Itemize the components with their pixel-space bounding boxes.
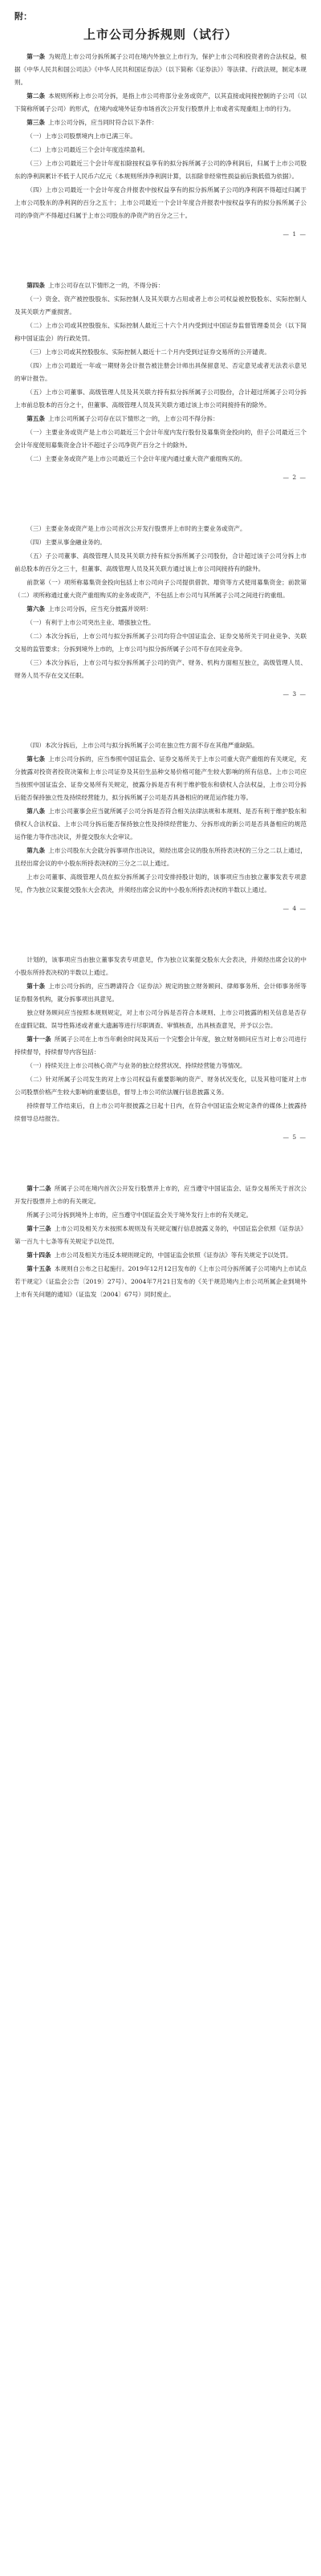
article-label: 第二条 [26,92,46,100]
page-number: — 4 — [282,905,307,912]
clause-paragraph [14,1209,307,1222]
article-label: 第五条 [26,415,45,422]
paragraph-text: 本规则所称上市公司分拆，是指上市公司将部分业务或资产，以其直接或间接控制的子公司（以下简称所属子公司）的形式，在境内或境外证券市场首次公开发行股票并上市或者实现重组上市的行为。 [14,92,307,112]
article-paragraph [14,1223,307,1248]
clause-paragraph [14,184,307,222]
document-title: 上市公司分拆规则（试行） [83,27,238,42]
paragraph-text: 上市公司股东大会就分拆事项作出决议，须经出席会议的股东所持表决权的三分之二以上通过，且经出席会议的中小股东所持表决权的三分之二以上通过。 [14,847,307,867]
paragraph-text: （二）上市公司或其控股股东、实际控制人最近三十六个月内受到过中国证券监督管理委员会（以下简称中国证监会）的行政处罚。 [14,322,307,342]
clause-paragraph [14,630,307,656]
clause-paragraph [14,550,307,576]
clause-paragraph [14,576,307,602]
page-gap [14,490,307,523]
paragraph-text: 本规则自公布之日起施行。2019年12月12日发布的《上市公司分拆所属子公司境内上市试点若干规定》（证监会公告〔2019〕27号）、2004年7月21日发布的《关于规范境内上市公司所属企业到境外上市有关问题的通知》（证监发〔2004〕67号）同时废止。 [14,1265,307,1298]
paragraph-text: 上市公司分拆，应当充分披露并说明： [47,605,152,612]
clause-paragraph [14,293,307,319]
clause-paragraph [14,617,307,629]
clause-paragraph [14,657,307,682]
paragraph-text: 独立财务顾问应当按照本规则规定，对上市公司分拆是否符合本规则、上市公司披露的相关信息是否存在虚假记载、误导性陈述或者重大遗漏等进行尽职调查、审慎核查，出具核查意见，并予以公告。 [14,1009,307,1029]
article-label: 第九条 [26,847,46,854]
article-paragraph [14,980,307,1006]
paragraph-text: （四）本次分拆后，上市公司与拟分拆所属子公司在独立性方面不存在其他严重缺陷。 [26,742,258,749]
paragraph-text: 上市公司存在以下情形之一的，不得分拆： [47,282,165,289]
page-gap [14,707,307,739]
paragraph-text: （一）主要业务或资产是上市公司最近三个会计年度内发行股份及募集资金投向的，但子公司最近三个会计年度使用募集资金合计不超过子公司净资产百分之十的除外。 [14,429,307,449]
article-paragraph [14,1182,307,1208]
article-label: 第四条 [26,282,45,289]
paragraph-text: 所属子公司在上市当年剩余时间及其后一个完整会计年度，独立财务顾问应当对上市公司进行持续督导，持续督导内容包括： [14,1036,307,1056]
article-paragraph [14,844,307,870]
clause-paragraph [14,426,307,452]
paragraph-text: 上市公司所属子公司存在以下情形之一的，上市公司不得分拆： [47,415,219,422]
clause-paragraph [14,954,307,979]
paragraph-text: （二）针对所属子公司发生的对上市公司权益有重要影响的资产、财务状况变化，以及其他可能对上市公司股票价格产生较大影响的重要信息，督导上市公司依法履行信息披露义务。 [14,1076,307,1096]
clause-paragraph [14,157,307,183]
page-section [14,954,307,1182]
paragraph-text: （一）有利于上市公司突出主业、增强独立性。 [26,619,155,626]
paragraph-text: 持续督导工作结束后，自上市公司年报披露之日起十日内，在符合中国证监会规定条件的媒体上披露持续督导总结报告。 [14,1102,307,1122]
paragraph-text: 所属子公司分拆到境外上市的，应当遵守中国证监会关于境外发行上市的有关规定。 [26,1211,253,1219]
clause-paragraph [14,536,307,549]
article-paragraph [14,279,307,292]
page-number: — 1 — [282,230,307,238]
page-number: — 2 — [282,474,307,481]
clause-paragraph [14,360,307,385]
page-section [14,279,307,523]
article-paragraph [14,753,307,804]
article-paragraph [14,805,307,844]
paragraph-text: （二）上市公司最近三个会计年度连续盈利。 [26,146,149,153]
article-label: 第十条 [26,983,46,990]
clause-paragraph [14,144,307,157]
paragraph-text: （四）主要从事金融业务的。 [26,539,106,546]
clause-paragraph [14,1100,307,1125]
article-label: 第十三条 [26,1225,51,1232]
paragraph-text: 为规范上市公司分拆所属子公司在境内外独立上市行为，保护上市公司和投资者的合法权益，根据《中华人民共和国公司法》《中华人民共和国证券法》（以下简称《证券法》）等法律、行政法规，制定本规则。 [14,53,307,86]
article-paragraph [14,51,307,89]
article-paragraph [14,1249,307,1262]
paragraph-text: （四）上市公司最近一年或一期财务会计报告被注册会计师出具保留意见、否定意见或者无法表示意见的审计报告。 [14,362,307,382]
clause-paragraph [14,1060,307,1072]
article-paragraph [14,413,307,425]
article-label: 第七条 [26,755,46,763]
paragraph-text: 上市公司分拆的，应当参照中国证监会、证券交易所关于上市公司重大资产重组的有关规定，充分披露对投资者投资决策和上市公司证券及其衍生品种交易价格可能产生较大影响的所有信息。上市公司应当按照中国证监会、证券交易所有关规定，披露分拆是否有利于维护股东和债权人合法权益，上市公司分拆后能否保持独立性及持续经营能力，拟分拆所属子公司是否具备相应的规范运作能力等。 [14,755,307,801]
paragraph-text: 上市公司董事、高级管理人员在拟分拆所属子公司安排持股计划的，该事项应当由独立董事发表专项意见，作为独立议案提交股东大会表决，并须经出席会议的中小股东所持表决权的半数以上通过。 [14,873,307,893]
paragraph-text: （四）上市公司最近一个会计年度合并报表中按权益享有的拟分拆所属子公司的净利润不得超过归属于上市公司股东的净利润的百分之五十；上市公司最近一个会计年度合并报表中按权益享有的拟分拆所属子公司的净资产不得超过归属于上市公司股东的净资产的百分之三十。 [14,186,307,219]
paragraph-text: （一）上市公司股票境内上市已满三年。 [26,132,136,140]
paragraph-text: 上市公司分拆的，应当聘请符合《证券法》规定的独立财务顾问、律师事务所、会计师事务所等证券服务机构，就分拆事项出具意见。 [14,983,307,1003]
article-label: 第十一条 [26,1036,51,1043]
clause-paragraph [14,739,307,752]
page-section [14,51,307,279]
paragraph-text: （二）主要业务或资产是上市公司最近三个会计年度内通过重大资产重组购买的。 [26,455,246,462]
paragraph-text: （五）子公司董事、高级管理人员及其关联方持有拟分拆所属子公司股份，合计超过该子公司分拆上市前总股本的百分之三十，但董事、高级管理人员及其关联方通过该上市公司间接持有的除外。 [14,552,307,572]
clause-paragraph [14,386,307,412]
clause-paragraph [14,130,307,143]
page-gap [14,922,307,954]
page-number: — 5 — [282,1133,307,1141]
clause-paragraph [14,1073,307,1099]
paragraph-text: 计划的，该事项应当由独立董事发表专项意见，作为独立议案提交股东大会表决，并须经出席会议的中小股东所持表决权的半数以上通过。 [14,956,307,976]
paragraph-text: （五）上市公司董事、高级管理人员及其关联方持有拟分拆所属子公司股份，合计超过所属子公司分拆上市前总股本的百分之十，但董事、高级管理人员及其关联方通过该上市公司间接持有的除外。 [14,389,307,409]
article-label: 第十四条 [26,1251,51,1259]
paragraph-text: （一）资金、资产被控股股东、实际控制人及其关联方占用或者上市公司权益被控股股东、实际控制人及其关联方严重损害。 [14,295,307,315]
article-paragraph [14,90,307,116]
paragraph-text: 所属子公司在境内首次公开发行股票并上市的，应当遵守中国证监会、证券交易所关于首次公开发行股票并上市的有关规定。 [14,1185,307,1205]
clause-paragraph [14,346,307,359]
paragraph-text: 前款第（一）项所称募集资金投向包括上市公司向子公司提供借款、增资等方式使用募集资金；前款第（二）项所称通过重大资产重组购买的业务或资产，不包括上市公司与其所属子公司之间进行的重组。 [14,579,307,599]
clause-paragraph [14,453,307,466]
article-label: 第三条 [26,119,45,126]
page-number: — 3 — [282,690,307,698]
document-body [14,51,307,1301]
clause-paragraph [14,871,307,897]
article-label: 第六条 [26,605,45,612]
page-section [14,523,307,739]
clause-paragraph [14,1007,307,1032]
paragraph-text: （三）本次分拆后，上市公司与拟分拆所属子公司的资产、财务、机构方面相互独立，高级管理人员、财务人员不存在交叉任职。 [14,659,307,679]
article-paragraph [14,1263,307,1301]
paragraph-text: （一）持续关注上市公司核心资产与业务的独立经营状况、持续经营能力等情况。 [26,1062,246,1069]
clause-paragraph [14,523,307,535]
page-gap [14,247,307,279]
page-gap [14,1150,307,1182]
clause-paragraph [14,319,307,345]
article-paragraph [14,1033,307,1059]
article-label: 第八条 [26,808,46,815]
page-section [14,1182,307,1301]
page-section [14,739,307,954]
paragraph-text: （三）主要业务或资产是上市公司首次公开发行股票并上市时的主要业务或资产。 [26,525,246,532]
paragraph-text: （三）上市公司或其控股股东、实际控制人最近十二个月内受到过证券交易所的公开谴责。 [26,348,270,356]
paragraph-text: 上市公司及相关方未按照本规则及有关规定履行信息披露义务的，中国证监会依照《证券法》第一百九十七条等有关规定予以处罚。 [14,1225,307,1245]
article-label: 第十二条 [26,1185,51,1192]
annex-label: 附： [14,11,32,22]
article-label: 第一条 [26,53,46,60]
paragraph-text: 上市公司分拆，应当同时符合以下条件： [47,119,158,126]
article-paragraph [14,603,307,616]
article-paragraph [14,116,307,129]
paragraph-text: 上市公司及相关方违反本规则规定的，中国证监会依照《证券法》等有关规定予以处罚。 [54,1251,292,1259]
paragraph-text: （三）上市公司最近三个会计年度扣除按权益享有的拟分拆所属子公司的净利润后，归属于上市公司股东的净利润累计不低于人民币六亿元（本规则所涉净利润计算，以扣除非经常性损益前后孰低值为依据）。 [14,160,307,180]
paragraph-text: 上市公司董事会应当就所属子公司分拆是否符合相关法律法规和本规则、是否有利于维护股东和债权人合法权益、上市公司分拆后能否保持独立性及持续经营能力、分拆形成的新公司是否具备相应的规范运作能力等作出决议，并提交股东大会审议。 [14,808,307,840]
paragraph-text: （二）本次分拆后，上市公司与拟分拆所属子公司均符合中国证监会、证券交易所关于同业竞争、关联交易的监管要求；分拆到境外上市的，上市公司与拟分拆所属子公司不存在同业竞争。 [14,633,307,653]
article-label: 第十五条 [26,1265,51,1272]
